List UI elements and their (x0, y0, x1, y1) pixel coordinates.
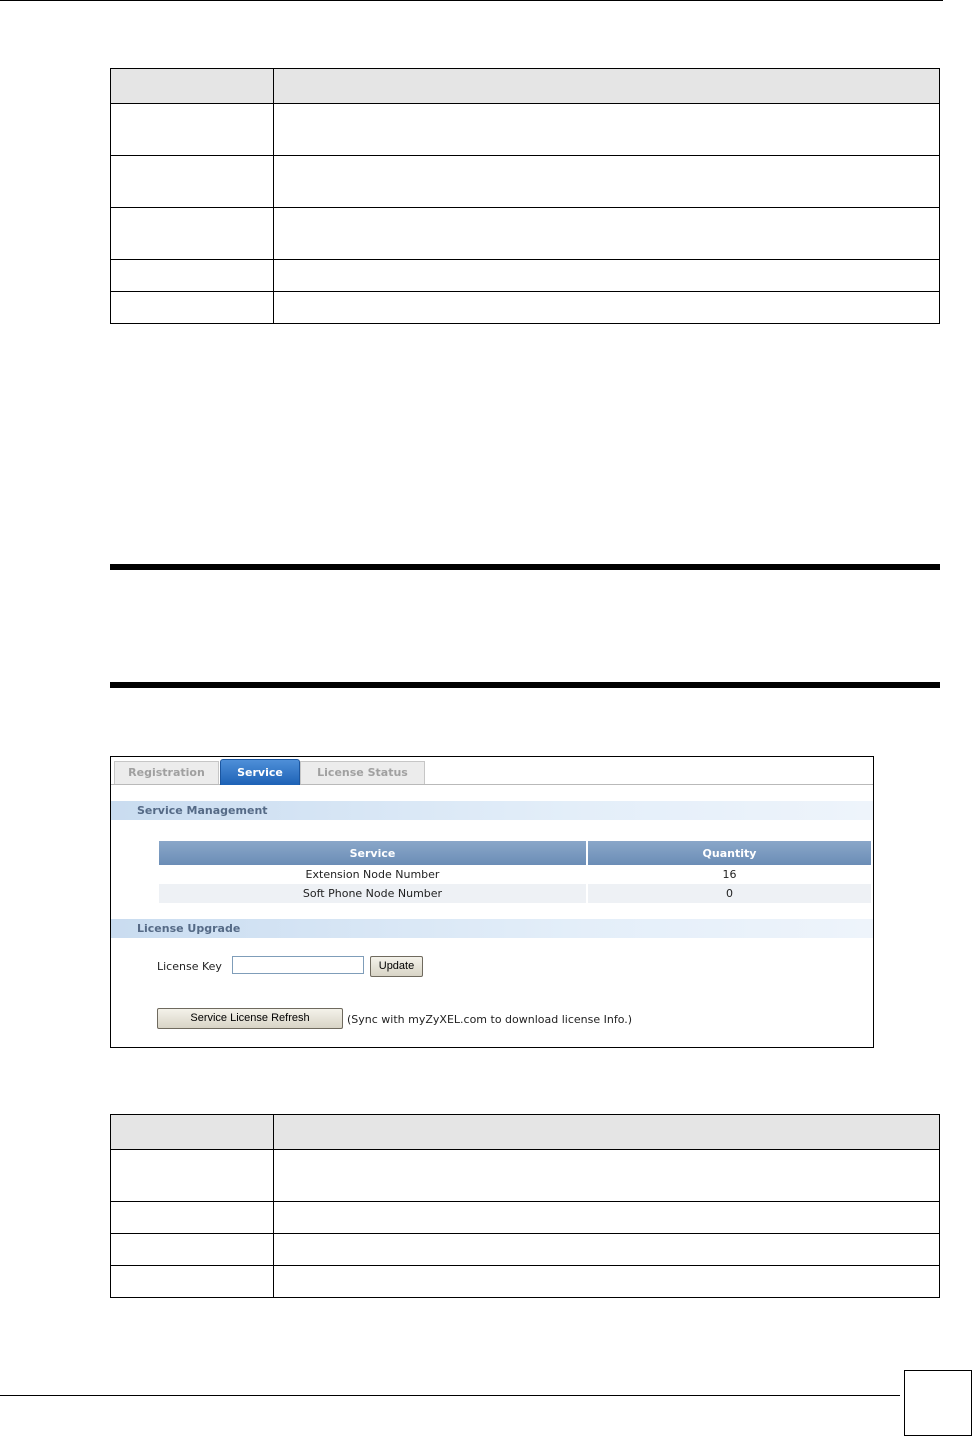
table-cell (111, 1202, 274, 1234)
label-description-table-top (110, 68, 940, 324)
table-header-row (111, 69, 940, 104)
service-license-refresh-button[interactable]: Service License Refresh (157, 1008, 343, 1029)
table-cell (274, 1234, 940, 1266)
chapter-rule-bottom (110, 682, 940, 688)
table-cell (111, 260, 274, 292)
table-cell (111, 1150, 274, 1202)
table-row (159, 884, 872, 903)
table-cell (111, 156, 274, 208)
table-cell (274, 260, 940, 292)
table-cell (111, 104, 274, 156)
table-row (111, 292, 940, 324)
table-cell (274, 1150, 940, 1202)
service-management-heading: Service Management (111, 801, 873, 820)
table-header-cell (274, 1115, 940, 1150)
tab-registration[interactable]: Registration (114, 761, 219, 784)
table-row (111, 1202, 940, 1234)
table-cell (274, 292, 940, 324)
table-row (159, 865, 872, 884)
table-row (111, 260, 940, 292)
label-description-table-bottom (110, 1114, 940, 1298)
service-quantity: 16 (587, 865, 872, 884)
table-cell (111, 1266, 274, 1298)
update-button[interactable]: Update (370, 956, 423, 977)
table-row (111, 1266, 940, 1298)
table-header-row (111, 1115, 940, 1150)
license-key-label: License Key (157, 960, 222, 973)
table-header-cell (111, 1115, 274, 1150)
table-cell (274, 104, 940, 156)
service-column-header: Service (159, 841, 587, 865)
table-row (111, 1150, 940, 1202)
table-cell (111, 292, 274, 324)
table-cell (274, 1266, 940, 1298)
tab-license-status[interactable]: License Status (300, 761, 425, 784)
quantity-column-header: Quantity (587, 841, 872, 865)
tab-bar (111, 757, 873, 785)
sync-note: (Sync with myZyXEL.com to download license Info.) (347, 1013, 633, 1026)
table-cell (274, 208, 940, 260)
table-cell (274, 156, 940, 208)
page-number-box (904, 1370, 972, 1436)
footer-rule (0, 1395, 900, 1396)
table-header-cell (274, 69, 940, 104)
table-row (111, 208, 940, 260)
service-quantity: 0 (587, 884, 872, 903)
service-table (159, 841, 873, 903)
header-rule (0, 0, 943, 1)
table-row (111, 104, 940, 156)
license-upgrade-heading: License Upgrade (111, 919, 873, 938)
table-header-cell (111, 69, 274, 104)
table-cell (274, 1202, 940, 1234)
service-screenshot-figure (110, 756, 874, 1048)
table-row (111, 156, 940, 208)
table-cell (111, 1234, 274, 1266)
service-name: Extension Node Number (159, 865, 587, 884)
table-row (111, 1234, 940, 1266)
license-key-input[interactable] (232, 956, 364, 974)
tab-service[interactable]: Service (220, 759, 300, 785)
service-table-header (159, 841, 872, 865)
table-cell (111, 208, 274, 260)
service-name: Soft Phone Node Number (159, 884, 587, 903)
chapter-rule-top (110, 564, 940, 570)
